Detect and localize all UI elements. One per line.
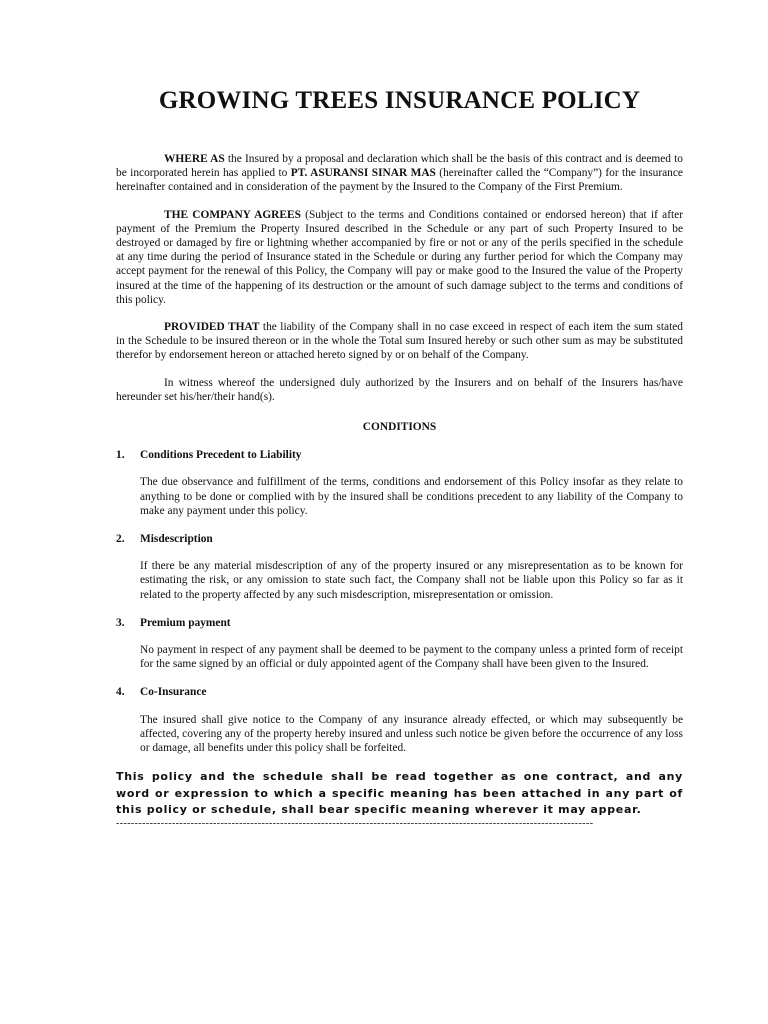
- condition-title: Co-Insurance: [140, 686, 207, 699]
- company-name: PT. ASURANSI SINAR MAS: [290, 167, 436, 180]
- provided-text: the liability of the Company shall in no case exceed in respect of each item the sum stated in the Schedule to be insured thereon or in the whole the Total sum Insured hereby or such other sum as may be substituted therefor by endorsement hereon or attached hereto signed by or on behalf of the Company.: [116, 321, 683, 362]
- condition-item: [116, 685, 683, 755]
- agrees-lead: THE COMPANY AGREES: [164, 208, 301, 221]
- agrees-text: (Subject to the terms and Conditions contained or endorsed hereon) that if after payment of the Premium the Property Insured described in the Schedule or any part of such Property Insured to be destroyed or damaged by fire or lightning whether accompanied by fire or not or any of the perils specified in the schedule at any time during the period of Insurance stated in the Schedule or during any further period for which the Company may accept payment for the renewal of this Policy, the Company will pay or make good to the Insured the value of the Property insured at the time of the happening of its destruction or the amount of such damage subject to the terms and conditions of this policy.: [116, 208, 683, 306]
- condition-number: 1.: [116, 449, 125, 462]
- whereas-lead: WHERE AS: [164, 153, 225, 165]
- condition-header: [116, 448, 683, 462]
- condition-header: [116, 616, 683, 630]
- footer-statement: This policy and the schedule shall be read together as one contract, and any word or expression to which a specific meaning has been attached in any part of this policy or schedule, shall bear specific meaning wherever it may appear.: [116, 770, 683, 817]
- condition-text: If there be any material misdescription of any of the property insured or any misrepresentation as to be known for estimating the risk, or any omission to state such fact, the Company shall not be liable upon this Policy so far as it related to the property affected by any such misdescription, misrepresentation or omission.: [140, 560, 683, 601]
- condition-number: 2.: [116, 533, 125, 546]
- condition-title: Misdescription: [140, 533, 213, 546]
- provided-lead: PROVIDED THAT: [164, 321, 260, 334]
- condition-number: 4.: [116, 686, 125, 699]
- dashed-rule: --------------------------------------------------------------------------------------------------------------------------------: [116, 818, 594, 829]
- condition-item: [116, 616, 683, 672]
- agrees-paragraph: [116, 208, 683, 307]
- conditions-heading: CONDITIONS: [362, 421, 437, 434]
- witness-paragraph: In witness whereof the undersigned duly authorized by the Insurers and on behalf of the Insurers has/have hereunder set his/her/their hand(s).: [116, 376, 683, 403]
- condition-header: [116, 685, 683, 699]
- condition-number: 3.: [116, 616, 125, 629]
- condition-title: Conditions Precedent to Liability: [140, 449, 302, 462]
- condition-text: No payment in respect of any payment shall be deemed to be payment to the company unless a printed form of receipt for the same signed by an official or duly appointed agent of the Company shall have been given to the Insured.: [140, 644, 683, 671]
- condition-header: [116, 532, 683, 546]
- condition-text: The due observance and fulfillment of the terms, conditions and endorsement of this Policy insofar as they relate to anything to be done or complied with by the insured shall be conditions precedent to any liability of the Company to make any payment under this policy.: [140, 476, 683, 517]
- condition-text: The insured shall give notice to the Company of any insurance already effected, or which may subsequently be affected, covering any of the property hereby insured and unless such notice be given before the occurrence of any loss or damage, all benefits under this policy shall be forfeited.: [140, 713, 683, 755]
- condition-title: Premium payment: [140, 616, 231, 629]
- condition-item: [116, 532, 683, 602]
- whereas-paragraph: [116, 152, 683, 195]
- whereas-text-2: (hereinafter called the “Company”) for the insurance hereinafter contained and in consideration of the payment by the Insured to the Company of the First Premium.: [116, 167, 683, 194]
- policy-title: GROWING TREES INSURANCE POLICY: [158, 87, 641, 114]
- whereas-text-1: the Insured by a proposal and declaration which shall be the basis of this contract and is deemed to be incorporated herein has applied to: [116, 153, 683, 180]
- condition-item: [116, 448, 683, 518]
- provided-paragraph: [116, 320, 683, 363]
